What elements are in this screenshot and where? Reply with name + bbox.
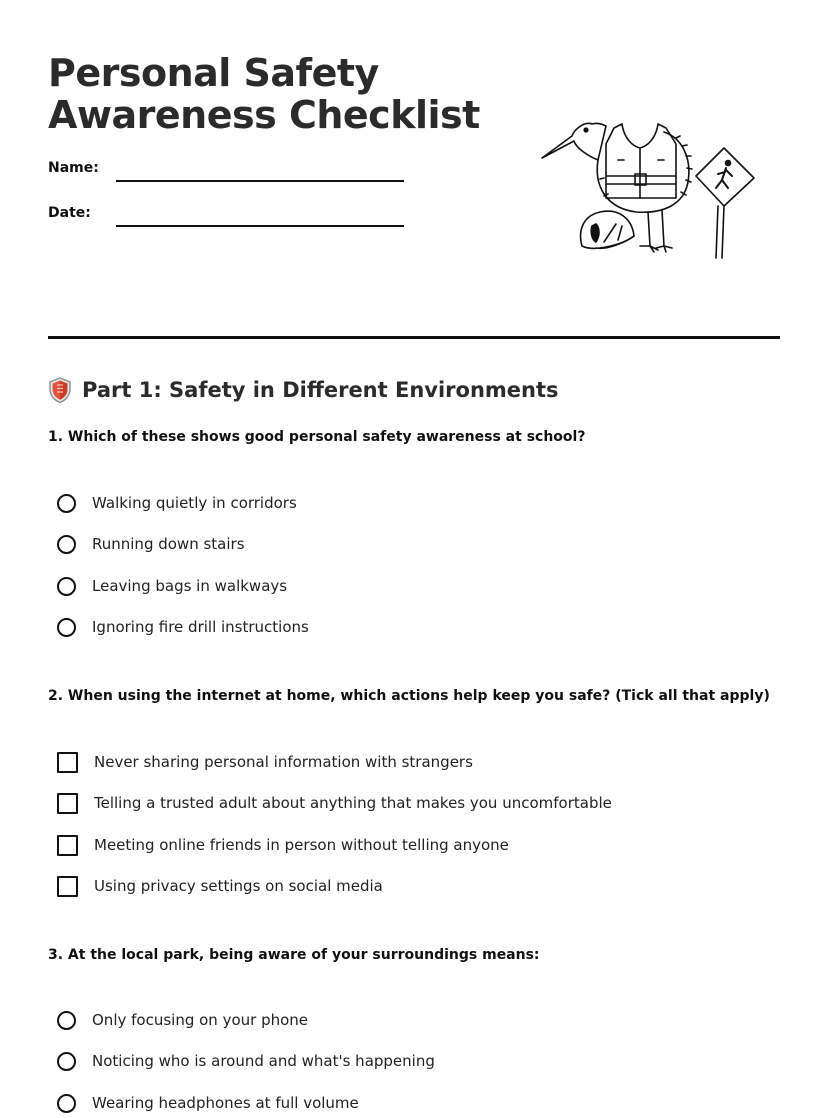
date-label: Date: (48, 205, 91, 221)
q1-option[interactable] (57, 573, 287, 599)
option-label: Telling a trusted adult about anything that makes you uncomfortable (94, 794, 612, 812)
option-label: Meeting online friends in person without telling anyone (94, 836, 509, 854)
shield-icon (48, 376, 72, 404)
q2-option[interactable] (57, 790, 612, 816)
page-title (48, 52, 480, 136)
q3-option[interactable] (57, 1048, 435, 1074)
option-label: Ignoring fire drill instructions (92, 618, 309, 636)
radio-button[interactable] (57, 535, 76, 554)
safety-illustration (536, 108, 762, 264)
kiwi-bird-icon (542, 123, 692, 252)
option-label: Wearing headphones at full volume (92, 1094, 359, 1112)
q2-option[interactable] (57, 873, 383, 899)
name-field[interactable] (116, 180, 404, 182)
radio-button[interactable] (57, 577, 76, 596)
checkbox[interactable] (57, 876, 78, 897)
title-line-2: Awareness Checklist (48, 93, 480, 137)
checkbox[interactable] (57, 752, 78, 773)
q3-option[interactable] (57, 1090, 359, 1116)
q1-option[interactable] (57, 614, 309, 640)
radio-button[interactable] (57, 1011, 76, 1030)
section-1-heading (48, 375, 559, 405)
question-1: 1. Which of these shows good personal safety awareness at school? (48, 429, 586, 445)
pedestrian-crossing-sign-icon (696, 148, 754, 258)
radio-button[interactable] (57, 494, 76, 513)
option-label: Using privacy settings on social media (94, 877, 383, 895)
option-label: Running down stairs (92, 535, 245, 553)
q2-option[interactable] (57, 749, 473, 775)
question-3: 3. At the local park, being aware of your surroundings means: (48, 947, 540, 963)
option-label: Noticing who is around and what's happening (92, 1052, 435, 1070)
bike-helmet-icon (581, 211, 634, 248)
section-1-title: Part 1: Safety in Different Environments (82, 378, 559, 402)
q1-option[interactable] (57, 531, 245, 557)
q1-option[interactable] (57, 490, 297, 516)
q3-option[interactable] (57, 1007, 308, 1033)
option-label: Leaving bags in walkways (92, 577, 288, 595)
checkbox[interactable] (57, 835, 78, 856)
title-line-1: Personal Safety (48, 51, 379, 95)
option-label: Walking quietly in corridors (92, 494, 297, 512)
q2-option[interactable] (57, 832, 509, 858)
checkbox[interactable] (57, 793, 78, 814)
date-field[interactable] (116, 225, 404, 227)
name-label: Name: (48, 160, 99, 176)
radio-button[interactable] (57, 1094, 76, 1113)
option-label: Only focusing on your phone (92, 1011, 309, 1029)
radio-button[interactable] (57, 618, 76, 637)
divider (48, 336, 780, 339)
option-label: Never sharing personal information with strangers (94, 753, 473, 771)
question-2: 2. When using the internet at home, which actions help keep you safe? (Tick all that apply) (48, 688, 770, 704)
radio-button[interactable] (57, 1052, 76, 1071)
hi-vis-vest-icon (606, 124, 676, 198)
